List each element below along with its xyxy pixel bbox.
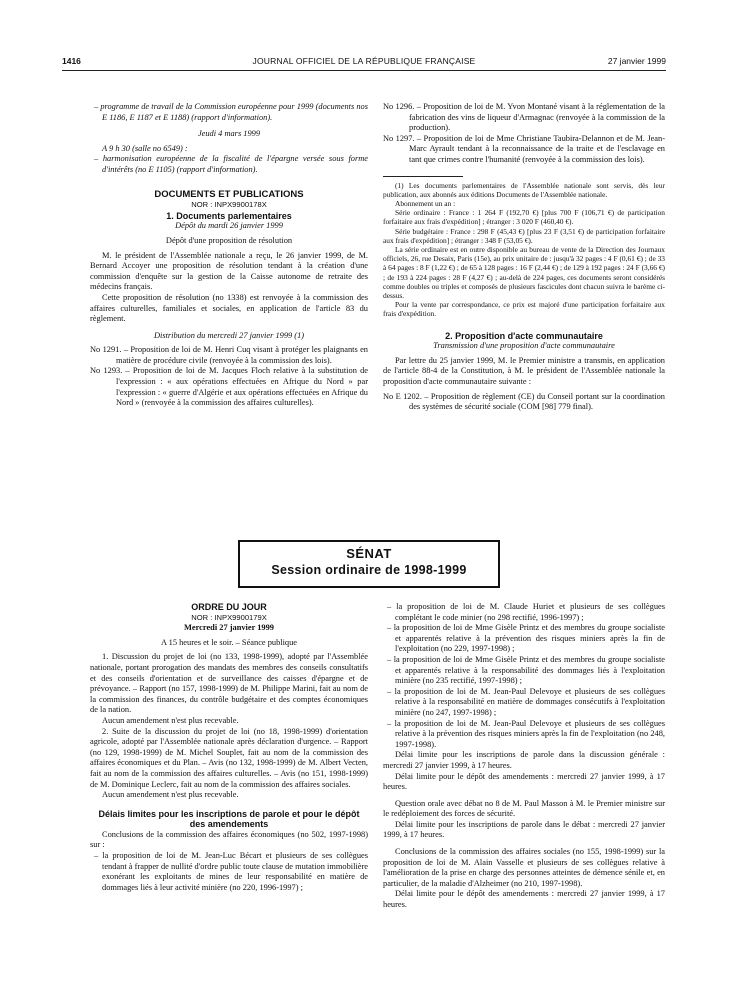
session-time: A 15 heures et le soir. – Séance publique — [160, 637, 298, 647]
agenda-title: ORDRE DU JOUR — [191, 602, 267, 612]
footnote: (1) Les documents parlementaires de l'Assemblée nationale sont servis, dès leur publication, aux abonnés aux éditions Documents de l'Assemblée nationale. — [383, 180, 665, 199]
deposit-date: Dépôt du mardi 26 janvier 1999 — [175, 221, 283, 231]
list-item: – la proposition de loi de M. Claude Huriet et plusieurs de ses collègues complétant le code minier (no 298 rectifié, 1996-1997) ; — [387, 602, 665, 622]
right-bottom-column — [383, 602, 665, 911]
footnote-rule — [383, 176, 463, 177]
footnote: La série ordinaire est en outre disponible au bureau de vente de la Direction des Journaux officiels, 26, rue Desaix, Paris (15e), au prix unitaire de : jusqu'à 32 pages : 4 F (0,61 €) ; de 33 à 64 pages : 8 F (1,22 €) ; de 65 à 128 pages : 16 F (2,44 €) ; de 129 à 192 pages : 24 F (3,66 €) ; de 193 à 224 pages : 28 F (4,27 €) ; au-delà de 224 pages, ces documents seront considérés comme doubles ou triples et composés de plusieurs fascicules dont chacun suivra le barème ci-dessus. — [383, 244, 665, 300]
session-date: Mercredi 27 janvier 1999 — [183, 623, 274, 633]
list-item: – la proposition de loi de M. Jean-Luc Bécart et plusieurs de ses collègues tendant à frapper de nullité d'ordre public toute clause de mutation immobilière exonérant les exploitants de mines de leur responsabilité en matière de dommages liés à leur activité minière (no 220, 1996-1997) ; — [94, 851, 368, 892]
paragraph: Aucun amendement n'est plus recevable. — [102, 790, 239, 800]
paragraph: Conclusions de la commission des affaires sociales (no 155, 1998-1999) sur la proposition de loi de M. Alain Vasselle et plusieurs de ses collègues relative à l'amélioration de la prise en charge des personnes atteintes de démence sénile et, en particulier, de la maladie d'Alzheimer (no 210, 1997-1998). — [383, 847, 665, 888]
deadlines-title: Délais limites pour les inscriptions de parole et pour le dépôt des amendements — [98, 808, 360, 830]
paragraph: Délai limite pour les inscriptions de parole dans le débat : mercredi 27 janvier 1999, à 17 heures. — [383, 819, 665, 840]
nor-reference: NOR : INPX9900179X — [191, 612, 267, 622]
header-date: 27 janvier 1999 — [607, 56, 666, 66]
community-act-entry: No E 1202. – Proposition de règlement (CE) du Conseil portant sur la coordination des systèmes de sécurité sociale (COM [98] 779 final). — [383, 391, 665, 412]
paragraph: M. le président de l'Assemblée nationale a reçu, le 26 janvier 1999, de M. Bernard Accoyer une proposition de résolution tendant à la création d'une commission d'enquête sur la gestion de la Caisse autonome de retraite des médecins français. — [90, 250, 368, 292]
senat-title: SÉNAT — [346, 546, 392, 561]
list-item: – la proposition de loi de Mme Gisèle Printz et des membres du groupe socialiste et apparentés relative à la responsabilité des dommages liés à l'exploitation minière (no 235 rectifié, 1997-1998) ; — [387, 654, 665, 686]
journal-title: JOURNAL OFFICIEL DE LA RÉPUBLIQUE FRANÇAISE — [252, 56, 476, 66]
deposit-title: Dépôt d'une proposition de résolution — [165, 235, 293, 245]
session-title: Session ordinaire de 1998-1999 — [271, 563, 467, 577]
header-rule — [62, 70, 666, 71]
list-item: – la proposition de loi de Mme Gisèle Printz et des membres du groupe socialiste et apparentés relative à la prévention des risques miniers après la fin de l'exploitation (no 229, 1997-1998) ; — [387, 623, 665, 654]
bill-entry: No 1297. – Proposition de loi de Mme Christiane Taubira-Delannon et de M. Jean-Marc Ayrault tendant à la reconnaissance de la traite et de l'esclavage en tant que crimes contre l'humanité (renvoyée à la commission des lois). — [383, 133, 665, 164]
paragraph: Par lettre du 25 janvier 1999, M. le Premier ministre a transmis, en application de l'article 88-4 de la Constitution, à M. le président de l'Assemblée nationale la proposition d'acte communautaire suivante : — [383, 355, 665, 386]
paragraph: Délai limite pour le dépôt des amendements : mercredi 27 janvier 1999, à 17 heures. — [383, 771, 665, 792]
senat-banner — [238, 540, 500, 588]
paragraph: Question orale avec débat no 8 de M. Paul Masson à M. le Premier ministre sur le redéploiement des forces de sécurité. — [383, 798, 665, 819]
section-title: DOCUMENTS ET PUBLICATIONS — [154, 188, 304, 200]
agenda-item: – harmonisation européenne de la fiscalité de l'épargne versée sous forme d'intérêts (no E 1105) (rapport d'information). — [94, 154, 368, 174]
agenda-item: – programme de travail de la Commission européenne pour 1999 (documents nos E 1186, E 1187 et E 1188) (rapport d'information). — [94, 102, 368, 122]
paragraph: Aucun amendement n'est plus recevable. — [102, 715, 239, 725]
meeting-date: Jeudi 4 mars 1999 — [197, 129, 261, 139]
transmission-title: Transmission d'une proposition d'acte communautaire — [433, 341, 615, 351]
paragraph: 1. Discussion du projet de loi (no 133, 1998-1999), adopté par l'Assemblée nationale, portant prorogation des mandats des membres des conseils consultatifs et des conseils d'orientation et de surveillance des caisses d'épargne et de prévoyance. – Rapport (no 157, 1998-1999) de M. Philippe Marini, fait au nom de la commission des finances, du contrôle budgétaire et des comptes économiques de la nation. — [90, 652, 368, 715]
left-top-column — [90, 102, 368, 409]
paragraph: Délai limite pour le dépôt des amendements : mercredi 27 janvier 1999, à 17 heures. — [383, 889, 665, 910]
nor-reference: NOR : INPX9900178X — [191, 200, 267, 210]
footnote: Série ordinaire : France : 1 264 F (192,70 €) [plus 700 F (106,71 €) de participation forfaitaire aux frais d'expédition] ; étranger : 3 020 F (460,40 €). — [383, 208, 665, 227]
footnote: Abonnement un an : — [395, 198, 456, 208]
paragraph: 2. Suite de la discussion du projet de loi (no 18, 1998-1999) d'orientation agricole, adopté par l'Assemblée nationale après déclaration d'urgence. – Rapport (no 129, 1998-1999) de M. Michel Souplet, fait au nom de la commission des affaires économiques et du Plan. – Avis (no 132, 1998-1999) de M. Albert Vecten, fait au nom de la commission des affaires culturelles. – Avis (no 151, 1998-1999) de M. Dominique Leclerc, fait au nom de la commission des affaires sociales. — [90, 726, 368, 789]
bill-entry: No 1293. – Proposition de loi de M. Jacques Floch relative à la substitution de l'expression : « aux opérations effectuées en Afrique du Nord » par l'expression : « guerre d'Algérie et aux opérations effectuées en Afrique du Nord » (renvoyée à la commission des affaires culturelles). — [90, 366, 368, 408]
left-bottom-column — [90, 602, 368, 893]
subsection-title: 1. Documents parlementaires — [166, 210, 292, 221]
paragraph: Délai limite pour les inscriptions de parole dans la discussion générale : mercredi 27 janvier 1999, à 17 heures. — [383, 750, 665, 770]
distribution-date: Distribution du mercredi 27 janvier 1999 (1) — [153, 330, 305, 340]
meeting-time: A 9 h 30 (salle no 6549) : — [102, 143, 188, 153]
right-top-column — [383, 102, 665, 413]
footnote: Série budgétaire : France : 298 F (45,43 €) [plus 23 F (3,51 €) de participation forfaitaire aux frais d'expédition] ; étranger : 348 F (53,05 €). — [383, 226, 665, 245]
paragraph: Conclusions de la commission des affaires économiques (no 502, 1997-1998) sur : — [90, 829, 368, 850]
page-number: 1416 — [62, 56, 81, 66]
list-item: – la proposition de loi de M. Jean-Paul Delevoye et plusieurs de ses collègues relative à la prévention des risques miniers après la fin de l'exploitation (no 248, 1997-1998). — [387, 718, 665, 749]
bill-entry: No 1291. – Proposition de loi de M. Henri Cuq visant à protéger les plaignants en matière de procédure civile (renvoyée à la commission des lois). — [90, 345, 368, 365]
paragraph: Cette proposition de résolution (no 1338) est renvoyée à la commission des affaires culturelles, familiales et sociales, en application de l'article 83 du règlement. — [90, 292, 368, 324]
subsection-title: 2. Proposition d'acte communautaire — [445, 330, 603, 341]
footnote: Pour la vente par correspondance, ce prix est majoré d'une participation forfaitaire aux frais d'expédition. — [383, 300, 665, 319]
bill-entry: No 1296. – Proposition de loi de M. Yvon Montané visant à la réglementation de la fabrication des vins de liqueur d'Armagnac (renvoyée à la commission de la production). — [383, 102, 665, 133]
list-item: – la proposition de loi de M. Jean-Paul Delevoye et plusieurs de ses collègues relative à la responsabilité en matière de dommages consécutifs à l'exploitation minière (no 247, 1997-1998) ; — [387, 686, 665, 717]
page-header — [62, 56, 666, 70]
